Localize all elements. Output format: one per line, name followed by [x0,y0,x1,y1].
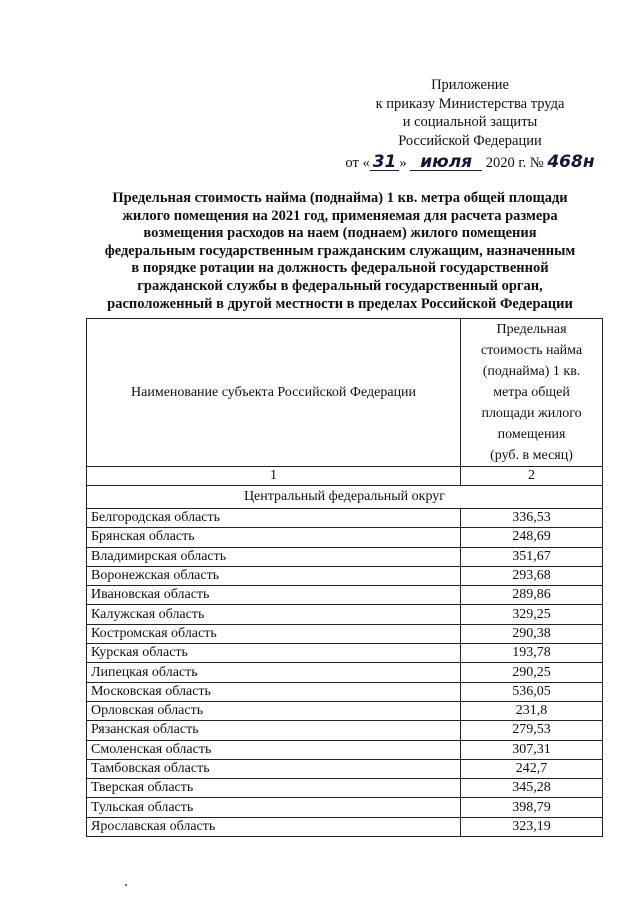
header-subject-name: Наименование субъекта Российской Федерации [87,319,461,467]
price-value-cell: 336,53 [461,509,603,528]
price-value-cell: 323,19 [461,817,603,836]
subject-name-cell: Ивановская область [87,586,461,605]
table-row [87,528,603,547]
subject-name-cell: Липецкая область [87,663,461,682]
header-max-price: Предельная стоимость найма (поднайма) 1 кв. метра общей площади жилого помещения (руб. в месяц) [461,319,603,467]
price-value-cell: 293,68 [461,566,603,585]
table-row [87,682,603,701]
table-row [87,624,603,643]
price-value-cell: 290,38 [461,624,603,643]
price-value-cell: 279,53 [461,721,603,740]
subject-name-cell: Рязанская область [87,721,461,740]
subject-name-cell: Орловская область [87,701,461,720]
quote-close: » [399,155,407,171]
title-line: расположенный в другой местности в пределах Российской Федерации [107,295,573,312]
document-title [80,190,600,313]
table-row [87,721,603,740]
subject-name-cell: Владимирская область [87,547,461,566]
price-value-cell: 536,05 [461,682,603,701]
table-row [87,779,603,798]
scan-speck [125,884,127,886]
column-number-row [87,467,603,486]
price-value-cell: 329,25 [461,605,603,624]
ministry-line: и социальной защиты [402,114,538,130]
subject-name-cell: Смоленская область [87,740,461,759]
title-line: возмещения расходов на наем (поднаем) жилого помещения [143,225,537,242]
table-row [87,547,603,566]
handwritten-day: 31 [370,154,400,171]
title-line: гражданской службы в федеральный государственный орган, [137,277,543,294]
district-row [87,486,603,509]
subject-name-cell: Воронежская область [87,566,461,585]
year-text: 2020 г. № [485,155,544,171]
price-value-cell: 398,79 [461,798,603,817]
table-row [87,663,603,682]
rates-table [86,318,603,837]
appendix-header [330,76,610,173]
subject-name-cell: Тверская область [87,779,461,798]
title-line: Предельная стоимость найма (поднайма) 1 кв. метра общей площади [112,190,568,206]
subject-name-cell: Костромская область [87,624,461,643]
price-value-cell: 193,78 [461,644,603,663]
title-line: в порядке ротации на должность федеральной государственной [131,260,549,277]
subject-name-cell: Калужская область [87,605,461,624]
subject-name-cell: Тульская область [87,798,461,817]
subject-name-cell: Брянская область [87,528,461,547]
order-reference-line: к приказу Министерства труда [375,95,565,112]
country-line: Российской Федерации [398,132,542,149]
subject-name-cell: Белгородская область [87,509,461,528]
price-value-cell: 290,25 [461,663,603,682]
handwritten-order-number: 468н [547,152,595,172]
date-prefix: от « [345,155,370,171]
order-date-line [330,153,610,173]
handwritten-month: июля [410,154,482,171]
table-row [87,509,603,528]
table-row [87,605,603,624]
price-value-cell: 242,7 [461,759,603,778]
table-row [87,740,603,759]
subject-name-cell: Тамбовская область [87,759,461,778]
column-number-2: 2 [461,467,603,486]
table-row [87,759,603,778]
table-row [87,798,603,817]
appendix-label: Приложение [431,77,509,93]
price-value-cell: 307,31 [461,740,603,759]
price-value-cell: 289,86 [461,586,603,605]
subject-name-cell: Ярославская область [87,817,461,836]
table-row [87,586,603,605]
price-value-cell: 351,67 [461,547,603,566]
subject-name-cell: Курская область [87,644,461,663]
district-name: Центральный федеральный округ [87,486,603,509]
price-value-cell: 345,28 [461,779,603,798]
title-line: жилого помещения на 2021 год, применяемая для расчета размера [122,207,558,224]
table-header-row [87,319,603,467]
price-value-cell: 248,69 [461,528,603,547]
price-value-cell: 231,8 [461,701,603,720]
table-row [87,566,603,585]
table-row [87,701,603,720]
column-number-1: 1 [87,467,461,486]
table-row [87,817,603,836]
title-line: федеральным государственным гражданским служащим, назначенным [104,242,576,259]
table-row [87,644,603,663]
subject-name-cell: Московская область [87,682,461,701]
